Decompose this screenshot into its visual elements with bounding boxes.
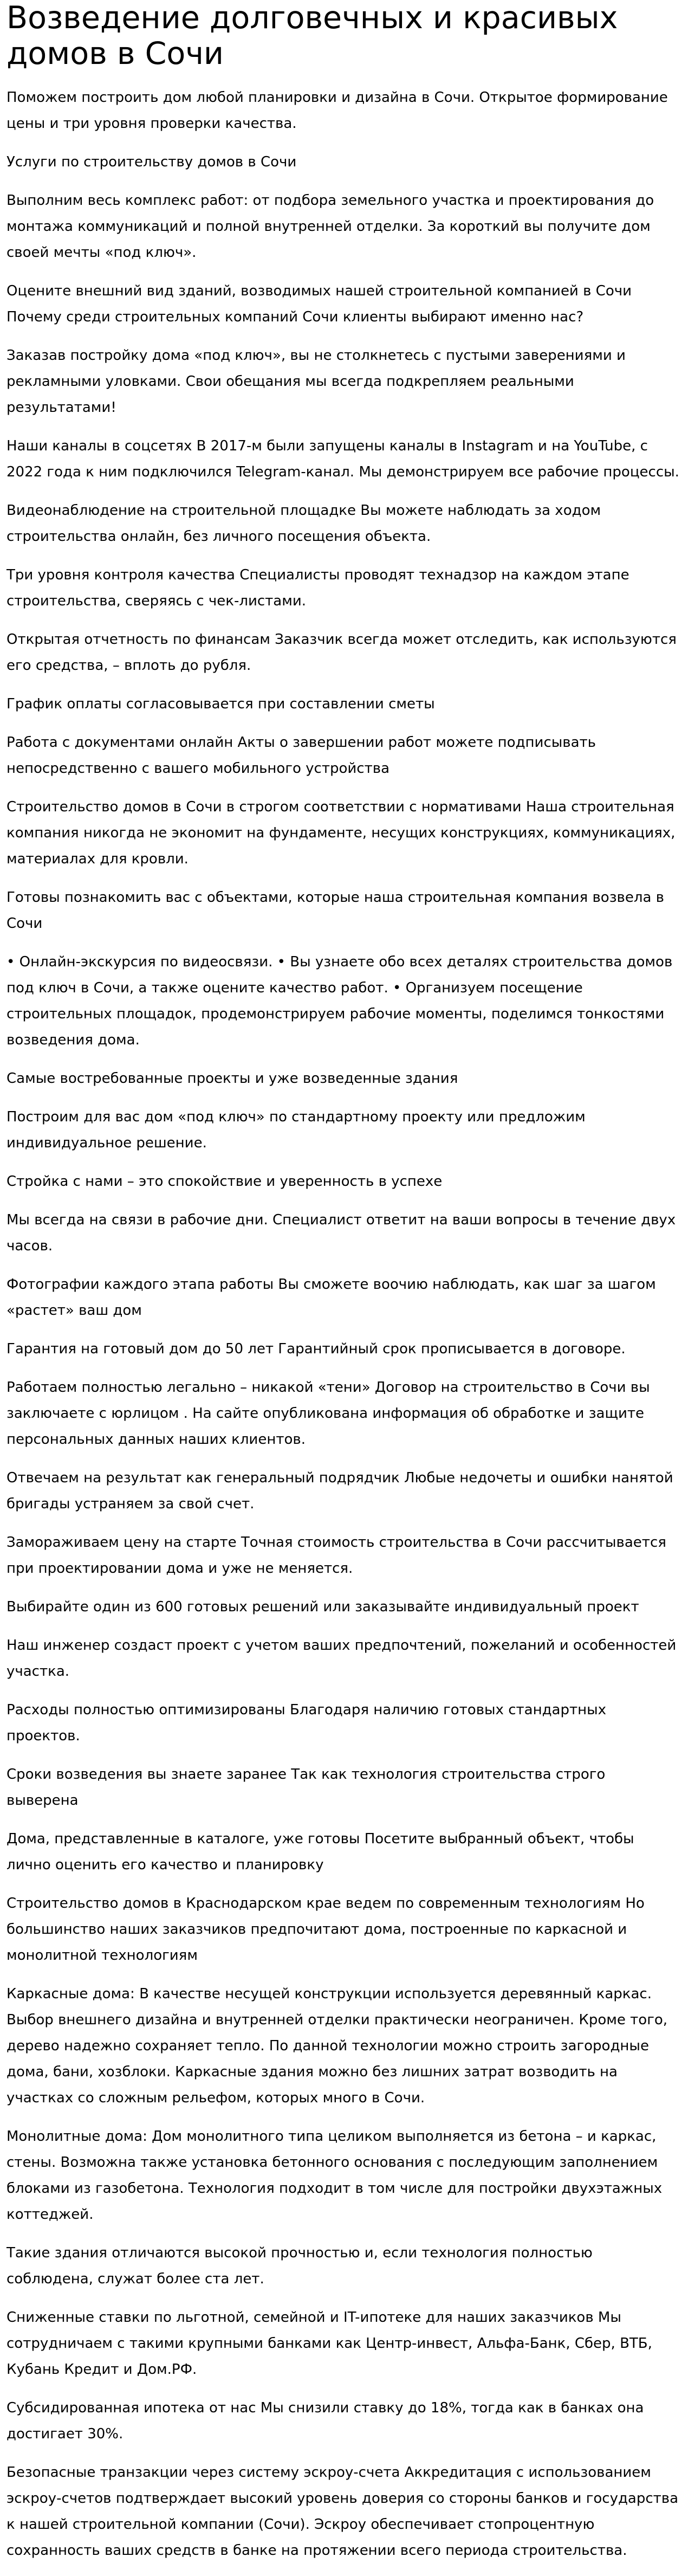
paragraph: Выполним весь комплекс работ: от подбора земельного участка и проектирования до монтажа коммуникаций и полной внутренней отделки. За короткий вы получите дом своей мечты «под ключ». [7, 192, 654, 261]
paragraph: Замораживаем цену на старте Точная стоимость строительства в Сочи рассчитывается при проектировании дома и уже не меняется. [7, 1534, 666, 1577]
paragraph: Безопасные транзакции через систему эскроу-счета Аккредитация с использованием эскроу-счетов подтверждает высокий уровень доверия со стороны банков и государства к нашей строительной компании (Сочи). Эскроу обеспечивает стопроцентную сохранность ваших средств в банке на протяжении всего периода строительства. [7, 2464, 679, 2559]
paragraph: Сниженные ставки по льготной, семейной и IT-ипотеке для наших заказчиков Мы сотрудничаем с такими крупными банками как Центр-инвест, Альфа-Банк, Сбер, ВТБ, Кубань Кредит и Дом.РФ. [7, 2309, 652, 2378]
paragraph: Монолитные дома: Дом монолитного типа целиком выполняется из бетона – и каркас, стены. Возможна также установка бетонного основания с последующим заполнением блоками из газобетона. Технология подходит в том числе для постройки двухэтажных коттеджей. [7, 2128, 663, 2223]
paragraph: Строительство домов в Краснодарском крае ведем по современным технологиям Но большинство наших заказчиков предпочитают дома, построенные по каркасной и монолитной технологиям [7, 1895, 645, 1964]
paragraph: Заказав постройку дома «под ключ», вы не столкнетесь с пустыми заверениями и рекламными уловками. Свои обещания мы всегда подкрепляем реальными результатами! [7, 347, 626, 416]
paragraph: Три уровня контроля качества Специалисты проводят технадзор на каждом этапе строительства, сверяясь с чек-листами. [7, 567, 629, 609]
paragraph: Мы всегда на связи в рабочие дни. Специалист ответит на ваши вопросы в течение двух часов. [7, 1212, 676, 1254]
paragraph: Видеонаблюдение на строительной площадке Вы можете наблюдать за ходом строительства онлайн, без личного посещения объекта. [7, 502, 601, 545]
paragraph: Наши каналы в соцсетях В 2017-м были запущены каналы в Instagram и на YouTube, с 2022 года к ним подключился Telegram-канал. Мы демонстрируем все рабочие процессы. [7, 438, 679, 480]
paragraph: Гарантия на готовый дом до 50 лет Гарантийный срок прописывается в договоре. [7, 1341, 626, 1357]
page-title: Возведение долговечных и красивых домов в Сочи [7, 0, 618, 72]
paragraph: • Онлайн-экскурсия по видеосвязи. • Вы узнаете обо всех деталях строительства домов под ключ в Сочи, а также оцените качество работ. • Организуем посещение строительных площадок, продемонстрируем рабочие моменты, поделимся тонкостями возведения дома. [7, 954, 673, 1048]
paragraph: Сроки возведения вы знаете заранее Так как технология строительства строго выверена [7, 1766, 606, 1809]
paragraph: Оцените внешний вид зданий, возводимых нашей строительной компанией в Сочи Почему среди строительных компаний Сочи клиенты выбирают именно нас? [7, 283, 632, 325]
paragraph: Выбирайте один из 600 готовых решений или заказывайте индивидуальный проект [7, 1599, 639, 1615]
paragraph: Такие здания отличаются высокой прочностью и, если технология полностью соблюдена, служат более ста лет. [7, 2245, 593, 2287]
paragraph: Готовы познакомить вас с объектами, которые наша строительная компания возвела в Сочи [7, 889, 664, 932]
paragraph: Строительство домов в Сочи в строгом соответствии с нормативами Наша строительная компания никогда не экономит на фундаменте, несущих конструкциях, коммуникациях, материалах для кровли. [7, 799, 676, 867]
paragraph: Отвечаем на результат как генеральный подрядчик Любые недочеты и ошибки нанятой бригады устраняем за свой счет. [7, 1470, 673, 1512]
paragraph: Самые востребованные проекты и уже возведенные здания [7, 1070, 458, 1087]
paragraph: Стройка с нами – это спокойствие и уверенность в успехе [7, 1173, 443, 1190]
paragraph: Работа с документами онлайн Акты о завершении работ можете подписывать непосредственно с вашего мобильного устройства [7, 734, 596, 777]
paragraph: Открытая отчетность по финансам Заказчик всегда может отследить, как используются его средства, – вплоть до рубля. [7, 631, 677, 674]
paragraph: Фотографии каждого этапа работы Вы сможете воочию наблюдать, как шаг за шагом «растет» ваш дом [7, 1276, 656, 1319]
paragraph: Поможем построить дом любой планировки и дизайна в Сочи. Открытое формирование цены и три уровня проверки качества. [7, 89, 668, 132]
paragraph: Расходы полностью оптимизированы Благодаря наличию готовых стандартных проектов. [7, 1702, 607, 1744]
paragraph: Наш инженер создаст проект с учетом ваших предпочтений, пожеланий и особенностей участка. [7, 1637, 677, 1680]
paragraph: График оплаты согласовывается при составлении сметы [7, 696, 435, 712]
paragraph: Субсидированная ипотека от нас Мы снизили ставку до 18%, тогда как в банках она достигает 30%. [7, 2400, 644, 2442]
paragraph: Дома, представленные в каталоге, уже готовы Посетите выбранный объект, чтобы лично оценить его качество и планировку [7, 1831, 634, 1873]
paragraph: Построим для вас дом «под ключ» по стандартному проекту или предложим индивидуальное решение. [7, 1109, 586, 1151]
article-body [7, 85, 680, 2564]
paragraph: Каркасные дома: В качестве несущей конструкции используется деревянный каркас. Выбор внешнего дизайна и внутренней отделки практически неограничен. Кроме того, дерево надежно сохраняет тепло. По данной технологии можно строить загородные дома, бани, хозблоки. Каркасные здания можно без лишних затрат возводить на участках со сложным рельефом, которых много в Сочи. [7, 1986, 668, 2106]
paragraph: Работаем полностью легально – никакой «тени» Договор на строительство в Сочи вы заключаете с юрлицом . На сайте опубликована информация об обработке и защите персональных данных наших клиентов. [7, 1379, 650, 1448]
paragraph: Услуги по строительству домов в Сочи [7, 154, 297, 170]
